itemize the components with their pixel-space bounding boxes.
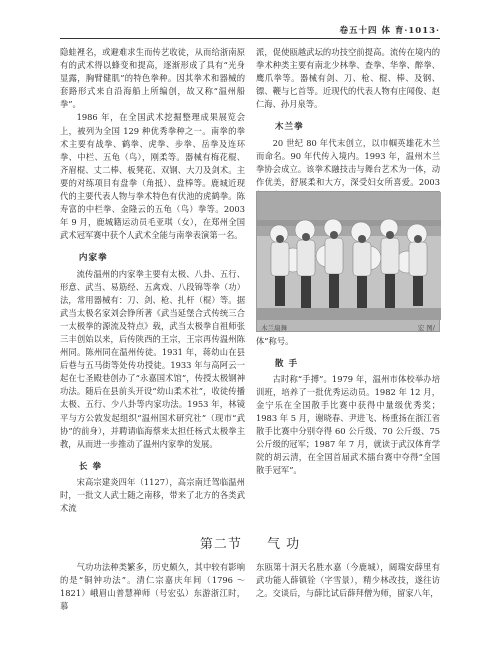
- right-column: [256, 46, 440, 478]
- subhead-sanshou: 散 手: [274, 358, 299, 369]
- subhead-changquan: 长 拳: [78, 461, 103, 472]
- photo-caption: [257, 320, 439, 335]
- subhead-neijia: 内家拳: [78, 253, 108, 264]
- section-heading: [60, 533, 440, 552]
- photo-caption-title: 木兰扇舞: [261, 323, 287, 332]
- photo-credit: 宏 图/: [417, 323, 435, 332]
- paragraph-changquan: 宋高宗建炎四年（1127），高宗南迁驾临温州时，一批文人武士随之南移，带来了北方的各类武术流: [60, 476, 245, 514]
- qigong-paragraph-right: 东瓯第十洞天名胜水嘉（今鹿城），阔瑞安薛里有武功能人薛镇铨（字雪景），精少林改技，遂往访之。交谈后，与薛比试后薛拜僧为师，留家八年，: [256, 562, 440, 599]
- running-head: 卷五十四 体 育·1013·: [339, 26, 440, 36]
- header-rule: [60, 38, 440, 39]
- mulan-fan-dance-photo: [256, 191, 440, 332]
- right-paragraph-1: 派，促使瓯越武坛的功技空前提高。流传在境内的拳术种类主要有南北少林拳、查拳、华拳、醉拳、鹰爪拳等。器械有剑、刀、枪、棍、棒、及钢、镖、鞭与匕首等。近现代的代表人物有庄闻俊、赵仁海、孙月泉等。: [256, 47, 440, 110]
- paragraph-after-photo: 体”称号。: [256, 335, 294, 346]
- paragraph-sanshou: 古时称“手搏”。1979 年，温州市体校举办培训班，培养了一批优秀运动员。1982 年 12 月，金宁乐在全国散手比赛中获得中量级优秀奖；1983 年 5 月，谢晓春、尹进飞、杨重扬在浙江省散手比赛中分别夺得 60 公斤级、70 公斤级、75 公斤级的冠军；1987 年 7 月，就读于武汉体育学院的胡云清，在全国首届武术擂台赛中夺得“全国散手冠军”。: [256, 373, 440, 476]
- bottom-right-column: [256, 561, 440, 651]
- paragraph-mulan: 20 世纪 80 年代末创立，以巾帼英雄花木兰而命名。90 年代传入境内。1993 年，温州木兰拳协会成立。该拳术融技击与舞台艺术为一体，动作优美，舒展柔和大方，深受妇女所喜爱。2003: [256, 137, 440, 187]
- section-title: 气 功: [267, 537, 301, 552]
- section-number: 第二节: [199, 537, 242, 552]
- bottom-left-column: [60, 561, 245, 651]
- left-paragraph-2: 1986 年，在全国武术挖掘整理成果展览会上，被列为全国 129 种优秀拳种之一。南拳的拳术主要有战拳、鹤拳、虎拳、步拳、岳拳及连环拳、中栏、五龟（鸟），刚柔等。器械有梅花棍、齐眉棍、丈二棒、板凳花、双钢、大刀及剑术。主要的对练项目有盘拳（角抵）、盘棒等。鹿城近现代的主要代表人物与拳术特色有伏池的虎鹤拳。陈寿富的中栏拳、金隆云的五龟（鸟）拳等。2003 年 9 月，鹿城籍运动员毛亚琪（女），在郑州全国武术冠军赛中获个人武术全能与南拳表演第一名。: [60, 112, 245, 241]
- left-column: [60, 46, 245, 514]
- subhead-mulan: 木兰拳: [274, 122, 304, 133]
- paragraph-neijia: 流传温州的内家拳主要有太极、八卦、五行、形意、武当、易筋经、五禽戏、八段锦等拳（功）法，常用器械有：刀、剑、枪、扎杆（棍）等。据武当太极名家刘会铮所著《武当延堡合式传统三合一太极拳的源流及特点》载，武当太极拳自祖师张三丰创始以来，后传陕西的王宗，王宗再传温州陈州同。陈州同在温州传徒。1931 年，蒋幼山在县后巷与五马街等处传功授徒。1933 年与高阿云一起在七圣殿巷创办了“永嘉国术馆”，传授太极钢神功法。随后在县前头开设“幼山柔术社”，收徒传播太极、五行、少八卦等内家功法。1953 年，林镜平与方公敦发起组织“温州国术研究社”（现市“武协”的前身），并聘请临海蔡来太担任杨式太极拳主教，从而进一步推动了温州内家拳的发展。: [60, 268, 245, 449]
- qigong-paragraph-left: 气功功法种类繁多，历史颇久，其中较有影响的是“铜钟功法”。清仁宗嘉庆年间（1796 ～ 1821）峨眉山普慧禅师（号宏弘）东游浙江时，慕: [60, 562, 245, 612]
- photo-illustration: [257, 192, 441, 320]
- left-paragraph-1: 隐蛙裡名，或避难求生而传艺收徒，从而给浙南原有的武术得以蜂变和提高，逐渐形成了具有“光身显露，胸臂健肌”的特色拳种。因其拳术和器械的套路形式来自沿海船上所编创，故又称“温州船拳”。: [60, 47, 245, 110]
